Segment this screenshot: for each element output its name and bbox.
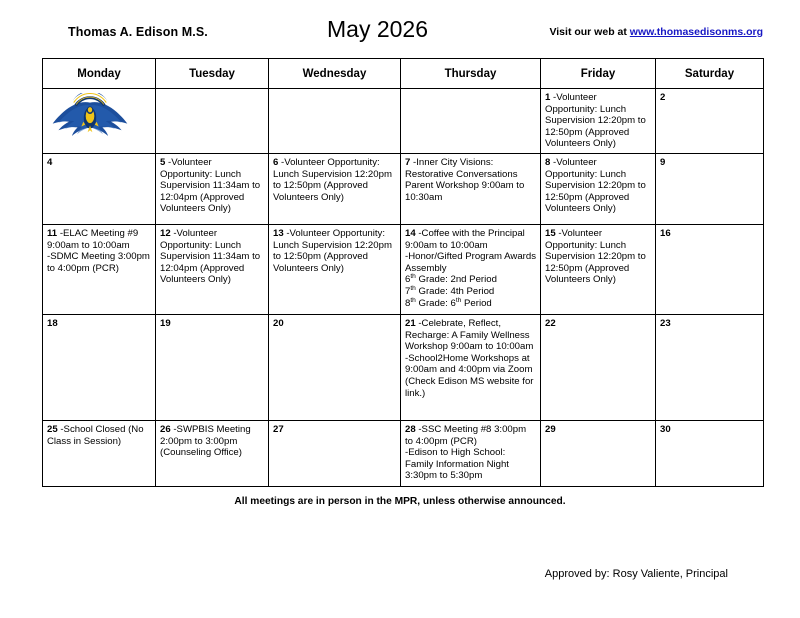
day-cell-6[interactable] [269, 154, 401, 225]
day-cell-logo [43, 89, 156, 154]
day-event: -Celebrate, Reflect, Recharge: A Family Wellness Workshop 9:00am to 10:00am [405, 318, 534, 353]
day-event: -Volunteer Opportunity: Lunch Supervision 11:34am to 12:04pm (Approved Volunteers Only) [160, 157, 261, 215]
footer-note: All meetings are in person in the MPR, unless otherwise announced. [234, 496, 566, 507]
day-number: 8 [545, 157, 554, 168]
ordinal-suffix: th [410, 284, 416, 292]
day-cell-empty [156, 89, 269, 154]
day-event: -SWPBIS Meeting 2:00pm to 3:00pm (Counseling Office) [160, 424, 251, 459]
day-event: -School2Home Workshops at 9:00am and 4:00pm via Zoom (Check Edison MS website for link.) [405, 352, 534, 399]
day-cell-19[interactable] [156, 315, 269, 421]
day-number: 12 [160, 228, 174, 239]
calendar-week-row [43, 89, 764, 154]
day-cell-13[interactable] [269, 225, 401, 315]
day-cell-empty [401, 89, 541, 154]
day-event: -Volunteer Opportunity: Lunch Supervision 12:20pm to 12:50pm (Approved Volunteers Only) [545, 92, 646, 150]
day-event: -SSC Meeting #8 3:00pm to 4:00pm (PCR) [405, 424, 527, 447]
day-event: -Volunteer Opportunity: Lunch Supervision 12:20pm to 12:50pm (Approved Volunteers Only) [545, 228, 646, 286]
day-cell-14[interactable] [401, 225, 541, 315]
day-cell-12[interactable] [156, 225, 269, 315]
day-cell-22[interactable] [541, 315, 656, 421]
day-cell-1[interactable] [541, 89, 656, 154]
day-number: 22 [545, 318, 556, 329]
day-number: 13 [273, 228, 287, 239]
day-number: 18 [47, 318, 58, 329]
day-event: -Volunteer Opportunity: Lunch Supervision 12:20pm to 12:50pm (Approved Volunteers Only) [273, 228, 392, 274]
day-number: 1 [545, 92, 554, 103]
day-event: -Volunteer Opportunity: Lunch Supervision 11:34am to 12:04pm (Approved Volunteers Only) [160, 228, 261, 286]
calendar-week-row [43, 315, 764, 421]
weekday-header-tuesday: Tuesday [156, 59, 269, 89]
day-cell-26[interactable] [156, 421, 269, 487]
day-number: 20 [273, 318, 284, 329]
day-cell-25[interactable] [43, 421, 156, 487]
day-number: 2 [660, 92, 666, 103]
page-header [42, 16, 763, 50]
day-event-grade-6: 6th Grade: 2nd Period [405, 273, 497, 286]
day-number: 14 [405, 228, 419, 239]
calendar-header-row [43, 59, 764, 89]
day-event-grade-7: 7th Grade: 4th Period [405, 284, 495, 297]
website-link[interactable]: www.thomasedisonms.org [629, 26, 763, 38]
day-event-grade-8: 8th Grade: 6th Period [405, 296, 492, 309]
day-number: 6 [273, 157, 282, 168]
weekday-header-saturday: Saturday [656, 59, 764, 89]
day-cell-30[interactable] [656, 421, 764, 487]
day-cell-8[interactable] [541, 154, 656, 225]
day-cell-5[interactable] [156, 154, 269, 225]
day-cell-16[interactable] [656, 225, 764, 315]
ordinal-suffix: th [410, 296, 416, 304]
calendar-week-row [43, 421, 764, 487]
day-number: 28 [405, 424, 419, 435]
weekday-header-friday: Friday [541, 59, 656, 89]
page-title: May 2026 [327, 16, 429, 42]
day-number: 23 [660, 318, 671, 329]
day-number: 25 [47, 424, 61, 435]
ordinal-suffix: th [455, 296, 462, 304]
day-event: -Coffee with the Principal 9:00am to 10:00am [405, 228, 525, 251]
day-event: -Inner City Visions: Restorative Conversations Parent Workshop 9:00am to 10:30am [405, 157, 525, 203]
day-event: -School Closed (No Class in Session) [47, 424, 144, 447]
day-cell-4[interactable] [43, 154, 156, 225]
day-event: -Volunteer Opportunity: Lunch Supervision 12:20pm to 12:50pm (Approved Volunteers Only) [545, 157, 646, 215]
calendar-week-row [43, 225, 764, 315]
day-cell-18[interactable] [43, 315, 156, 421]
day-number: 19 [160, 318, 171, 329]
day-event: -ELAC Meeting #9 9:00am to 10:00am [47, 228, 139, 251]
day-cell-11[interactable] [43, 225, 156, 315]
day-number: 16 [660, 228, 671, 239]
day-number: 9 [660, 157, 666, 168]
day-number: 21 [405, 318, 419, 329]
weekday-header-monday: Monday [43, 59, 156, 89]
day-number: 5 [160, 157, 169, 168]
day-number: 11 [47, 228, 60, 239]
school-logo-eagle-icon [51, 93, 129, 137]
calendar-body [43, 89, 764, 487]
website-note-prefix: Visit our web at [549, 26, 630, 38]
day-number: 27 [273, 424, 284, 435]
day-cell-29[interactable] [541, 421, 656, 487]
day-cell-empty [269, 89, 401, 154]
weekday-header-thursday: Thursday [401, 59, 541, 89]
day-cell-21[interactable] [401, 315, 541, 421]
day-cell-2[interactable] [656, 89, 764, 154]
day-cell-15[interactable] [541, 225, 656, 315]
day-cell-23[interactable] [656, 315, 764, 421]
approved-by-line: Approved by: Rosy Valiente, Principal [544, 568, 728, 580]
website-note [549, 26, 763, 38]
calendar-table [42, 58, 764, 487]
day-number: 26 [160, 424, 174, 435]
day-number: 29 [545, 424, 556, 435]
day-cell-9[interactable] [656, 154, 764, 225]
day-cell-28[interactable] [401, 421, 541, 487]
day-cell-20[interactable] [269, 315, 401, 421]
day-event: -Edison to High School: Family Information Night 3:30pm to 5:30pm [405, 447, 509, 482]
day-event: -SDMC Meeting 3:00pm to 4:00pm (PCR) [47, 251, 150, 274]
day-cell-27[interactable] [269, 421, 401, 487]
calendar-week-row [43, 154, 764, 225]
day-number: 4 [47, 157, 53, 168]
ordinal-suffix: th [410, 273, 416, 281]
day-number: 7 [405, 157, 414, 168]
day-number: 30 [660, 424, 671, 435]
day-cell-7[interactable] [401, 154, 541, 225]
day-number: 15 [545, 228, 559, 239]
day-event: -Volunteer Opportunity: Lunch Supervision 12:20pm to 12:50pm (Approved Volunteers Only) [273, 157, 392, 203]
school-name: Thomas A. Edison M.S. [68, 25, 208, 39]
day-event: -Honor/Gifted Program Awards Assembly [405, 251, 536, 274]
weekday-header-wednesday: Wednesday [269, 59, 401, 89]
